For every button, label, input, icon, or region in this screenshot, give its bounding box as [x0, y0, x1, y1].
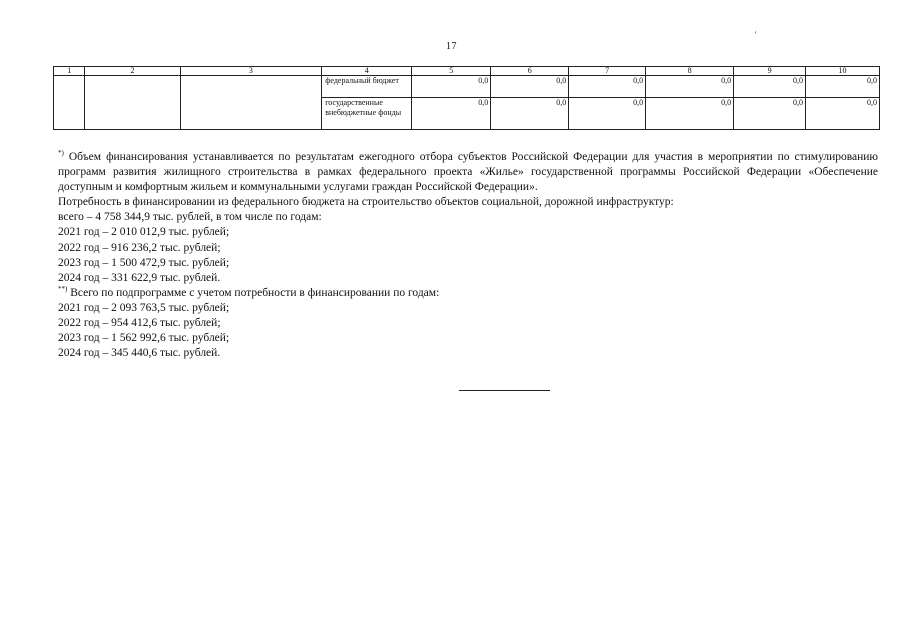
- footnote-2: [58, 286, 878, 301]
- footnote-1: [58, 150, 878, 195]
- table-row: [54, 76, 880, 98]
- footnote-1-text: Объем финансирования устанавливается по результатам ежегодного отбора субъектов Российской Федерации для участия в мероприятии по стимулированию программ развития жилищного строительства в рамках федерального проекта «Жилье» государственной программы Российской Федерации «Обеспечение доступным и комфортным жильем и коммунальными услугами граждан Российской Федерации».: [58, 151, 879, 194]
- header-row: [54, 67, 880, 76]
- empty-cell-col-2: [85, 76, 180, 130]
- header-col-4: 4: [322, 67, 412, 76]
- header-col-2: 2: [85, 67, 180, 76]
- footnotes: [58, 150, 878, 361]
- funding-need-line: Потребность в финансировании из федерального бюджета на строительство объектов социальной, дорожной инфраструктур:: [58, 196, 674, 209]
- header-col-6: 6: [491, 67, 569, 76]
- header-col-5: 5: [412, 67, 491, 76]
- table-header: [54, 67, 880, 76]
- value-cell: 0,0: [412, 76, 491, 98]
- funding-source-cell: государственные внебюджетные фонды: [322, 98, 412, 130]
- value-cell: 0,0: [806, 98, 880, 130]
- funding-need-year: 2024 год – 331 622,9 тыс. рублей.: [58, 271, 221, 284]
- empty-cell-col-3: [180, 76, 322, 130]
- header-col-3: 3: [180, 67, 322, 76]
- value-cell: 0,0: [646, 98, 734, 130]
- footnote-1-mark: *): [58, 149, 64, 158]
- scan-mark: ': [755, 30, 757, 39]
- funding-need-total: всего – 4 758 344,9 тыс. рублей, в том числе по годам:: [58, 211, 322, 224]
- value-cell: 0,0: [569, 98, 646, 130]
- header-col-7: 7: [569, 67, 646, 76]
- header-col-9: 9: [734, 67, 806, 76]
- funding-need-year: 2022 год – 916 236,2 тыс. рублей;: [58, 241, 221, 254]
- header-col-1: 1: [54, 67, 85, 76]
- footnote-2-text: Всего по подпрограмме с учетом потребности в финансировании по годам:: [67, 286, 440, 299]
- value-cell: 0,0: [569, 76, 646, 98]
- subprogram-total-year: 2023 год – 1 562 992,6 тыс. рублей;: [58, 332, 230, 345]
- value-cell: 0,0: [491, 76, 569, 98]
- financing-table: [53, 66, 880, 130]
- subprogram-total-year: 2024 год – 345 440,6 тыс. рублей.: [58, 347, 221, 360]
- value-cell: 0,0: [412, 98, 491, 130]
- footnote-2-mark: **): [58, 285, 68, 294]
- funding-need-year: 2021 год – 2 010 012,9 тыс. рублей;: [58, 226, 230, 239]
- value-cell: 0,0: [646, 76, 734, 98]
- value-cell: 0,0: [734, 98, 806, 130]
- value-cell: 0,0: [806, 76, 880, 98]
- value-cell: 0,0: [734, 76, 806, 98]
- header-col-8: 8: [646, 67, 734, 76]
- empty-cell-col-1: [54, 76, 85, 130]
- header-col-10: 10: [806, 67, 880, 76]
- funding-source-cell: федеральный бюджет: [322, 76, 412, 98]
- value-cell: 0,0: [491, 98, 569, 130]
- page-number: 17: [446, 41, 457, 52]
- funding-need-year: 2023 год – 1 500 472,9 тыс. рублей;: [58, 256, 230, 269]
- subprogram-total-year: 2022 год – 954 412,6 тыс. рублей;: [58, 317, 221, 330]
- subprogram-total-year: 2021 год – 2 093 763,5 тыс. рублей;: [58, 301, 230, 314]
- end-of-document-rule: [459, 390, 550, 391]
